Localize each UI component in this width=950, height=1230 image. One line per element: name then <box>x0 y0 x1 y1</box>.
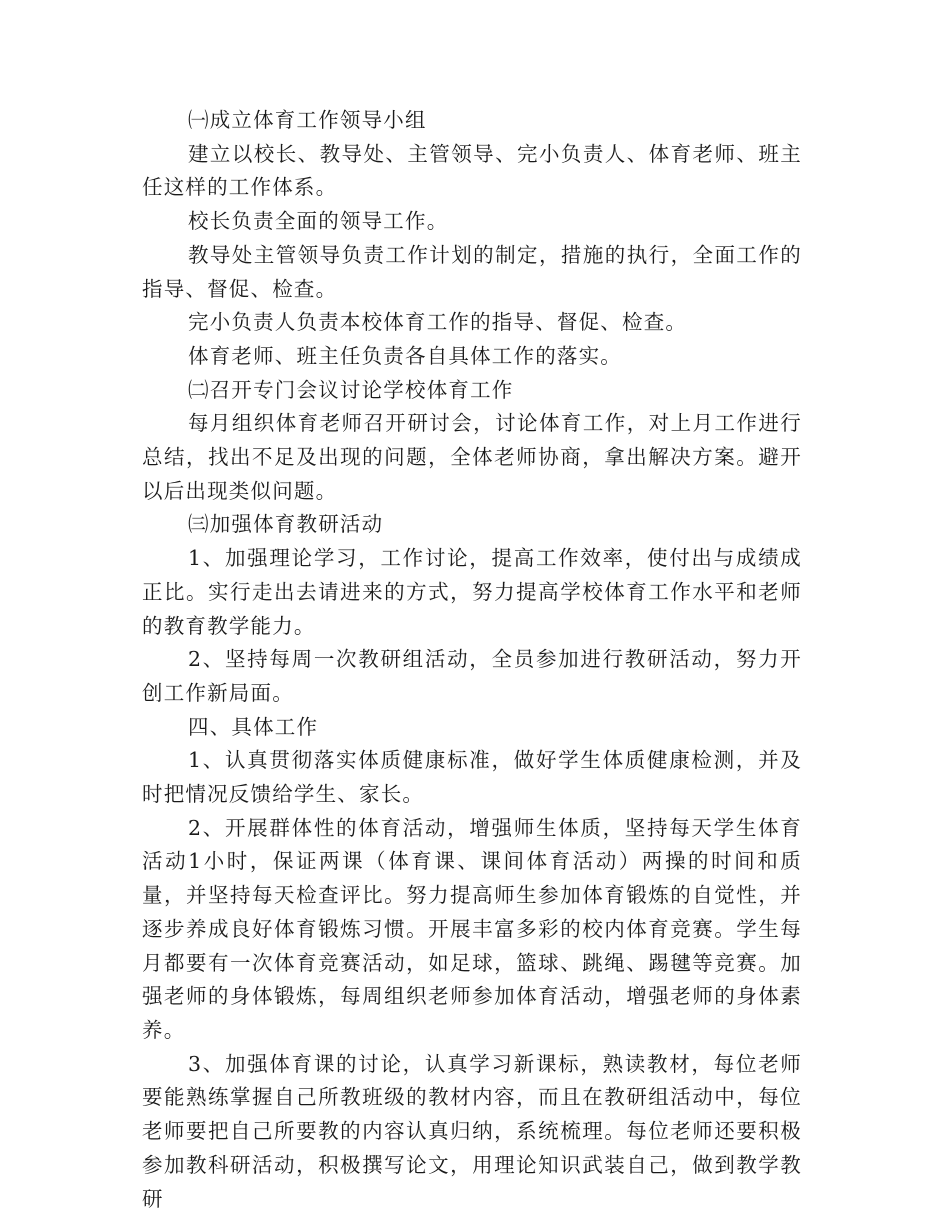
paragraph: 完小负责人负责本校体育工作的指导、督促、检查。 <box>188 310 688 335</box>
section-heading-4: 四、具体工作 <box>188 714 319 739</box>
paragraph: 3、加强体育课的讨论，认真学习新课标，熟读教材，每位老师要能熟练掌握自己所教班级的教材内容，而且在教研组活动中，每位老师要把自己所要教的内容认真归纳，系统梳理。每位老师还要积极参加教科研活动，积极撰写论文，用理论知识武装自己，做到教学教研 <box>142 1051 802 1211</box>
paragraph: 1、加强理论学习，工作讨论，提高工作效率，使付出与成绩成正比。实行走出去请进来的方式，努力提高学校体育工作水平和老师的教育教学能力。 <box>142 546 802 638</box>
document-body <box>142 104 802 1216</box>
paragraph: 2、坚持每周一次教研组活动，全员参加进行教研活动，努力开创工作新局面。 <box>142 647 802 705</box>
paragraph: 1、认真贯彻落实体质健康标准，做好学生体质健康检测，并及时把情况反馈给学生、家长。 <box>142 748 802 807</box>
paragraph: 教导处主管领导负责工作计划的制定，措施的执行，全面工作的指导、督促、检查。 <box>142 242 802 301</box>
paragraph: 2、开展群体性的体育活动，增强师生体质，坚持每天学生体育活动1小时，保证两课（体育课、课间体育活动）两操的时间和质量，并坚持每天检查评比。努力提高师生参加体育锻炼的自觉性，并逐步养成良好体育锻炼习惯。开展丰富多彩的校内体育竞赛。学生每月都要有一次体育竞赛活动，如足球，篮球、跳绳、踢毽等竞赛。加强老师的身体锻炼，每周组织老师参加体育活动，增强老师的身体素养。 <box>142 815 802 1042</box>
section-heading-3: ㈢加强体育教研活动 <box>188 512 384 537</box>
section-heading-1: ㈠成立体育工作领导小组 <box>188 108 427 132</box>
paragraph: 建立以校长、教导处、主管领导、完小负责人、体育老师、班主任这样的工作体系。 <box>142 141 802 200</box>
paragraph: 校长负责全面的领导工作。 <box>188 209 449 234</box>
section-heading-2: ㈡召开专门会议讨论学校体育工作 <box>188 377 514 402</box>
paragraph: 每月组织体育老师召开研讨会，讨论体育工作，对上月工作进行总结，找出不足及出现的问题，全体老师协商，拿出解决方案。避开以后出现类似问题。 <box>142 411 802 503</box>
paragraph: 体育老师、班主任负责各自具体工作的落实。 <box>188 343 622 368</box>
